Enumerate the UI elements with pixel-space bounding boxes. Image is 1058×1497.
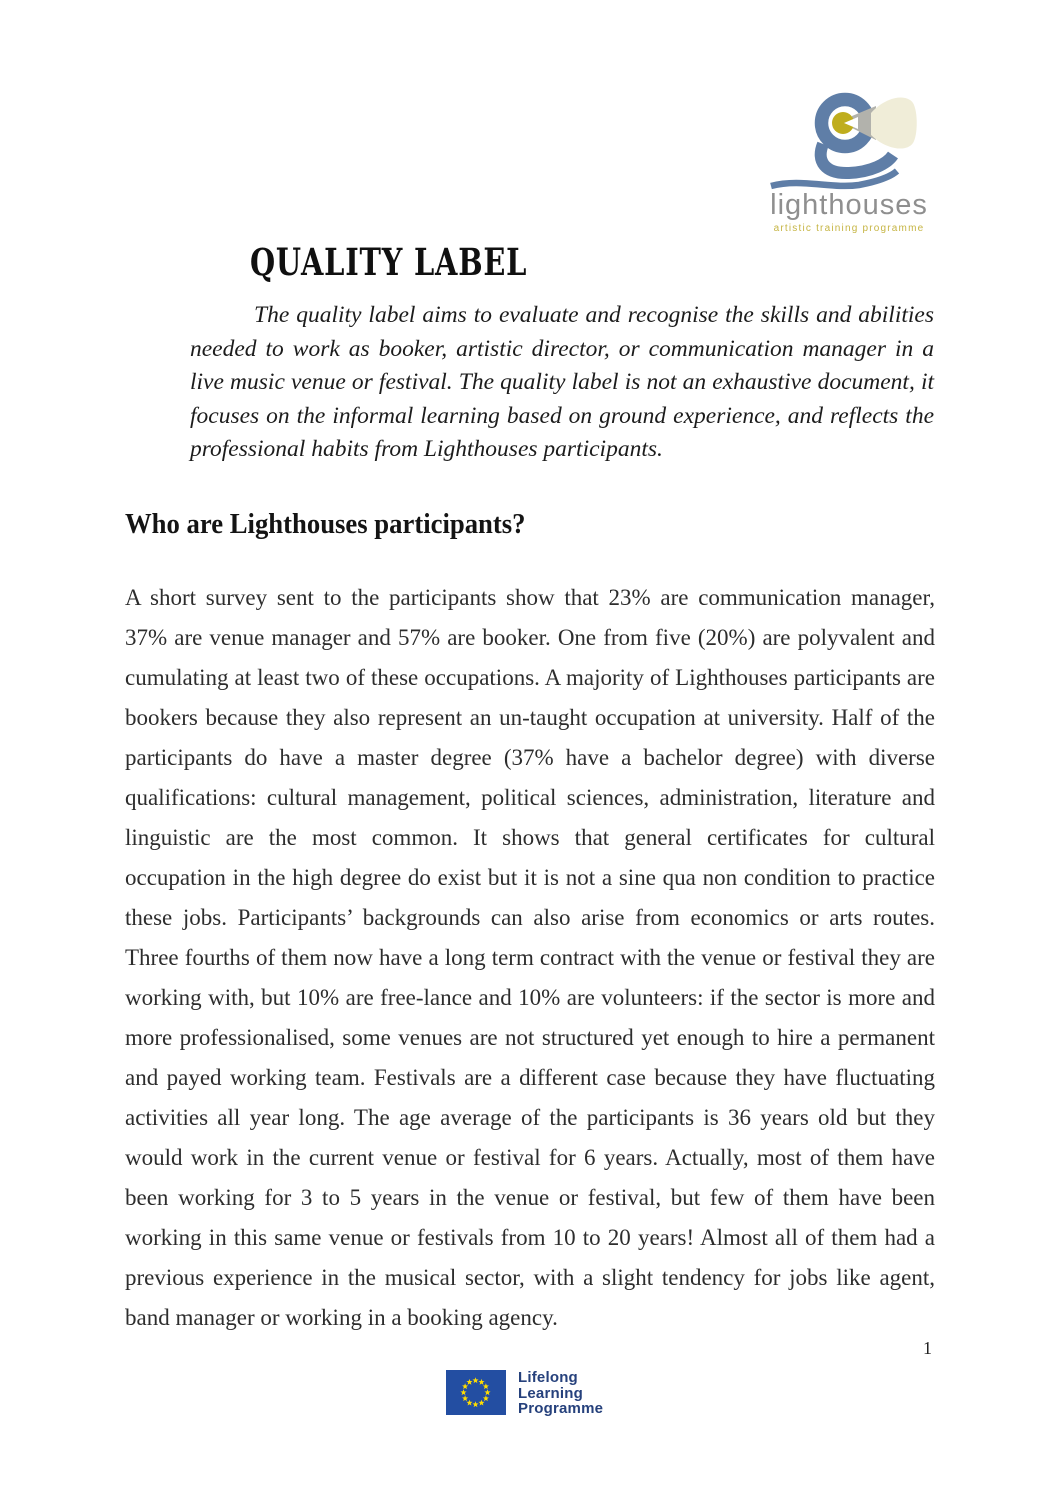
logo-tagline: artistic training programme [773, 223, 925, 234]
page-number: 1 [923, 1338, 932, 1358]
eu-programme-line: Programme [518, 1400, 604, 1417]
eu-programme-line: Learning [518, 1384, 583, 1402]
page-title: QUALITY LABEL [250, 240, 528, 284]
eu-programme-label [518, 1370, 603, 1417]
eu-flag-icon [446, 1370, 506, 1415]
body-paragraph: A short survey sent to the participants show that 23% are communication manager, 37% are venue manager and 57% are booker. One from five (20%) are polyvalent and cumulating at least two of these occupations. A majority of Lighthouses participants are bookers because they also represent an un-taught occupation at university. Half of the participants do have a master degree (37% have a bachelor degree) with diverse qualifications: cultural management, political sciences, administration, literature and linguistic are the most common. It shows that general certificates for cultural occupation in the high degree do exist but it is not a sine qua non condition to practice these jobs. Participants’ backgrounds can also arise from economics or arts routes. Three fourths of them now have a long term contract with the venue or festival they are working with, but 10% are free-lance and 10% are volunteers: if the sector is more and more professionalised, some venues are not structured yet enough to hire a permanent and payed working team. Festivals are a different case because they have fluctuating activities all year long. The age average of the participants is 36 years old but they would work in the current venue or festival for 6 years. Actually, most of them have been working for 3 to 5 years in the venue or festival, but few of them have been working in this same venue or festivals from 10 to 20 years! Almost all of them had a previous experience in the musical sector, with a slight tendency for jobs like agent, band manager or working in a booking agency. [125, 585, 935, 1330]
intro-paragraph: The quality label aims to evaluate and recognise the skills and abilities needed to work as booker, artistic director, or communication manager in a live music venue or festival. The quality label is not an exhaustive document, it focuses on the informal learning based on ground experience, and reflects the professional habits from Lighthouses participants. [190, 302, 934, 462]
lighthouses-logo [756, 85, 942, 234]
section-heading: Who are Lighthouses participants? [125, 508, 526, 540]
eu-programme-logo [446, 1370, 603, 1417]
logo-brand-text: lighthouses [770, 189, 928, 221]
eu-programme-line: Lifelong [518, 1369, 578, 1386]
lighthouse-beacon-icon [757, 85, 941, 195]
